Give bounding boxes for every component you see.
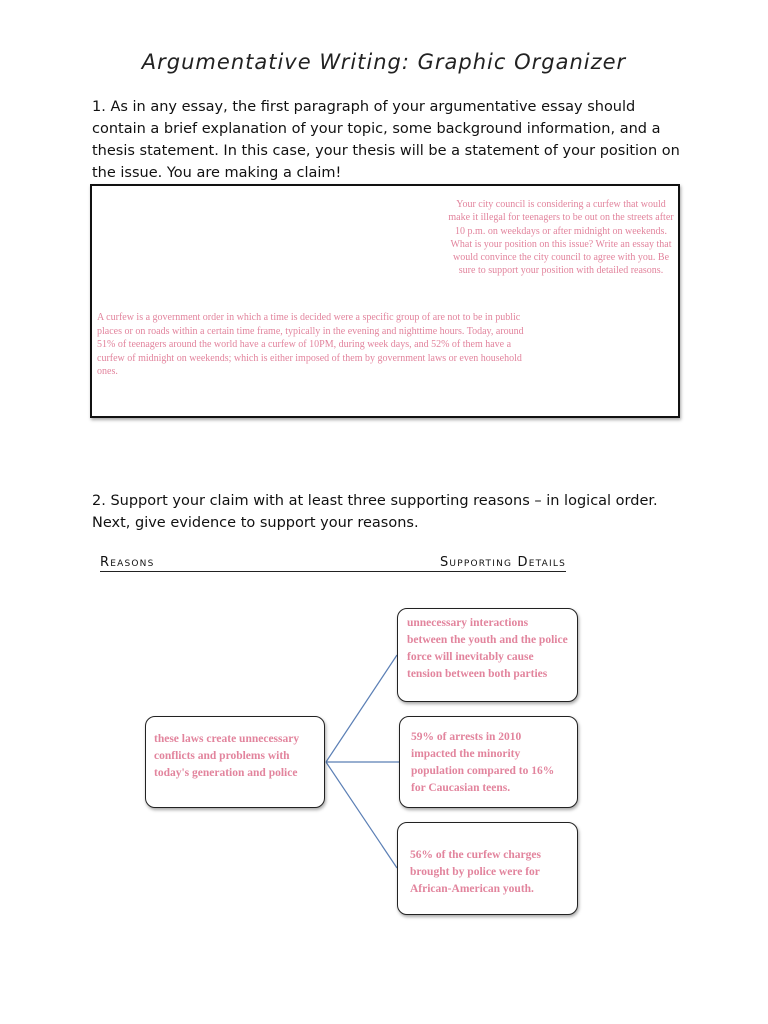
connector-line-3 [326,762,397,868]
background-info-text: A curfew is a government order in which a time is decided were a specific group of are not to be in public places or on roads within a certain time frame, typically in the evening and nighttime hours. Today, around 51% of teenagers around the world have a curfew of 10PM, during week days, and 52% of them have a curfew of midnight on weekends; which is either imposed of them by government laws or even household ones. [97,312,524,377]
question-1-instructions: 1. As in any essay, the first paragraph of your argumentative essay should contain a brief explanation of your topic, some background information, and a thesis statement. In this case, your thesis will be a statement of your position on the issue. You are making a claim! [92,99,680,181]
page-title: Argumentative Writing: Graphic Organizer [141,50,627,74]
question-2-instructions: 2. Support your claim with at least three supporting reasons – in logical order. Next, give evidence to support your reasons. [92,493,658,531]
reasons-heading: Reasons [100,555,390,572]
essay-prompt-text: Your city council is considering a curfew that would make it illegal for teenagers to be out on the streets after 10 p.m. on weekdays or after midnight on weekends. What is your position on this issue? Write an essay that would convince the city council to agree with you. Be sure to support your position with detailed reasons. [448,199,674,277]
connector-line-1 [326,655,397,762]
supporting-detail-box-2[interactable]: 59% of arrests in 2010 impacted the minority population compared to 16% for Caucasian teens. [399,716,578,808]
supporting-detail-box-1[interactable]: unnecessary interactions between the youth and the police force will inevitably cause tension between both parties [397,608,578,702]
reason-box[interactable]: these laws create unnecessary conflicts and problems with today's generation and police [145,716,325,808]
supporting-details-heading: Supporting Details [390,555,566,572]
supporting-detail-box-3[interactable]: 56% of the curfew charges brought by police were for African-American youth. [397,822,578,915]
